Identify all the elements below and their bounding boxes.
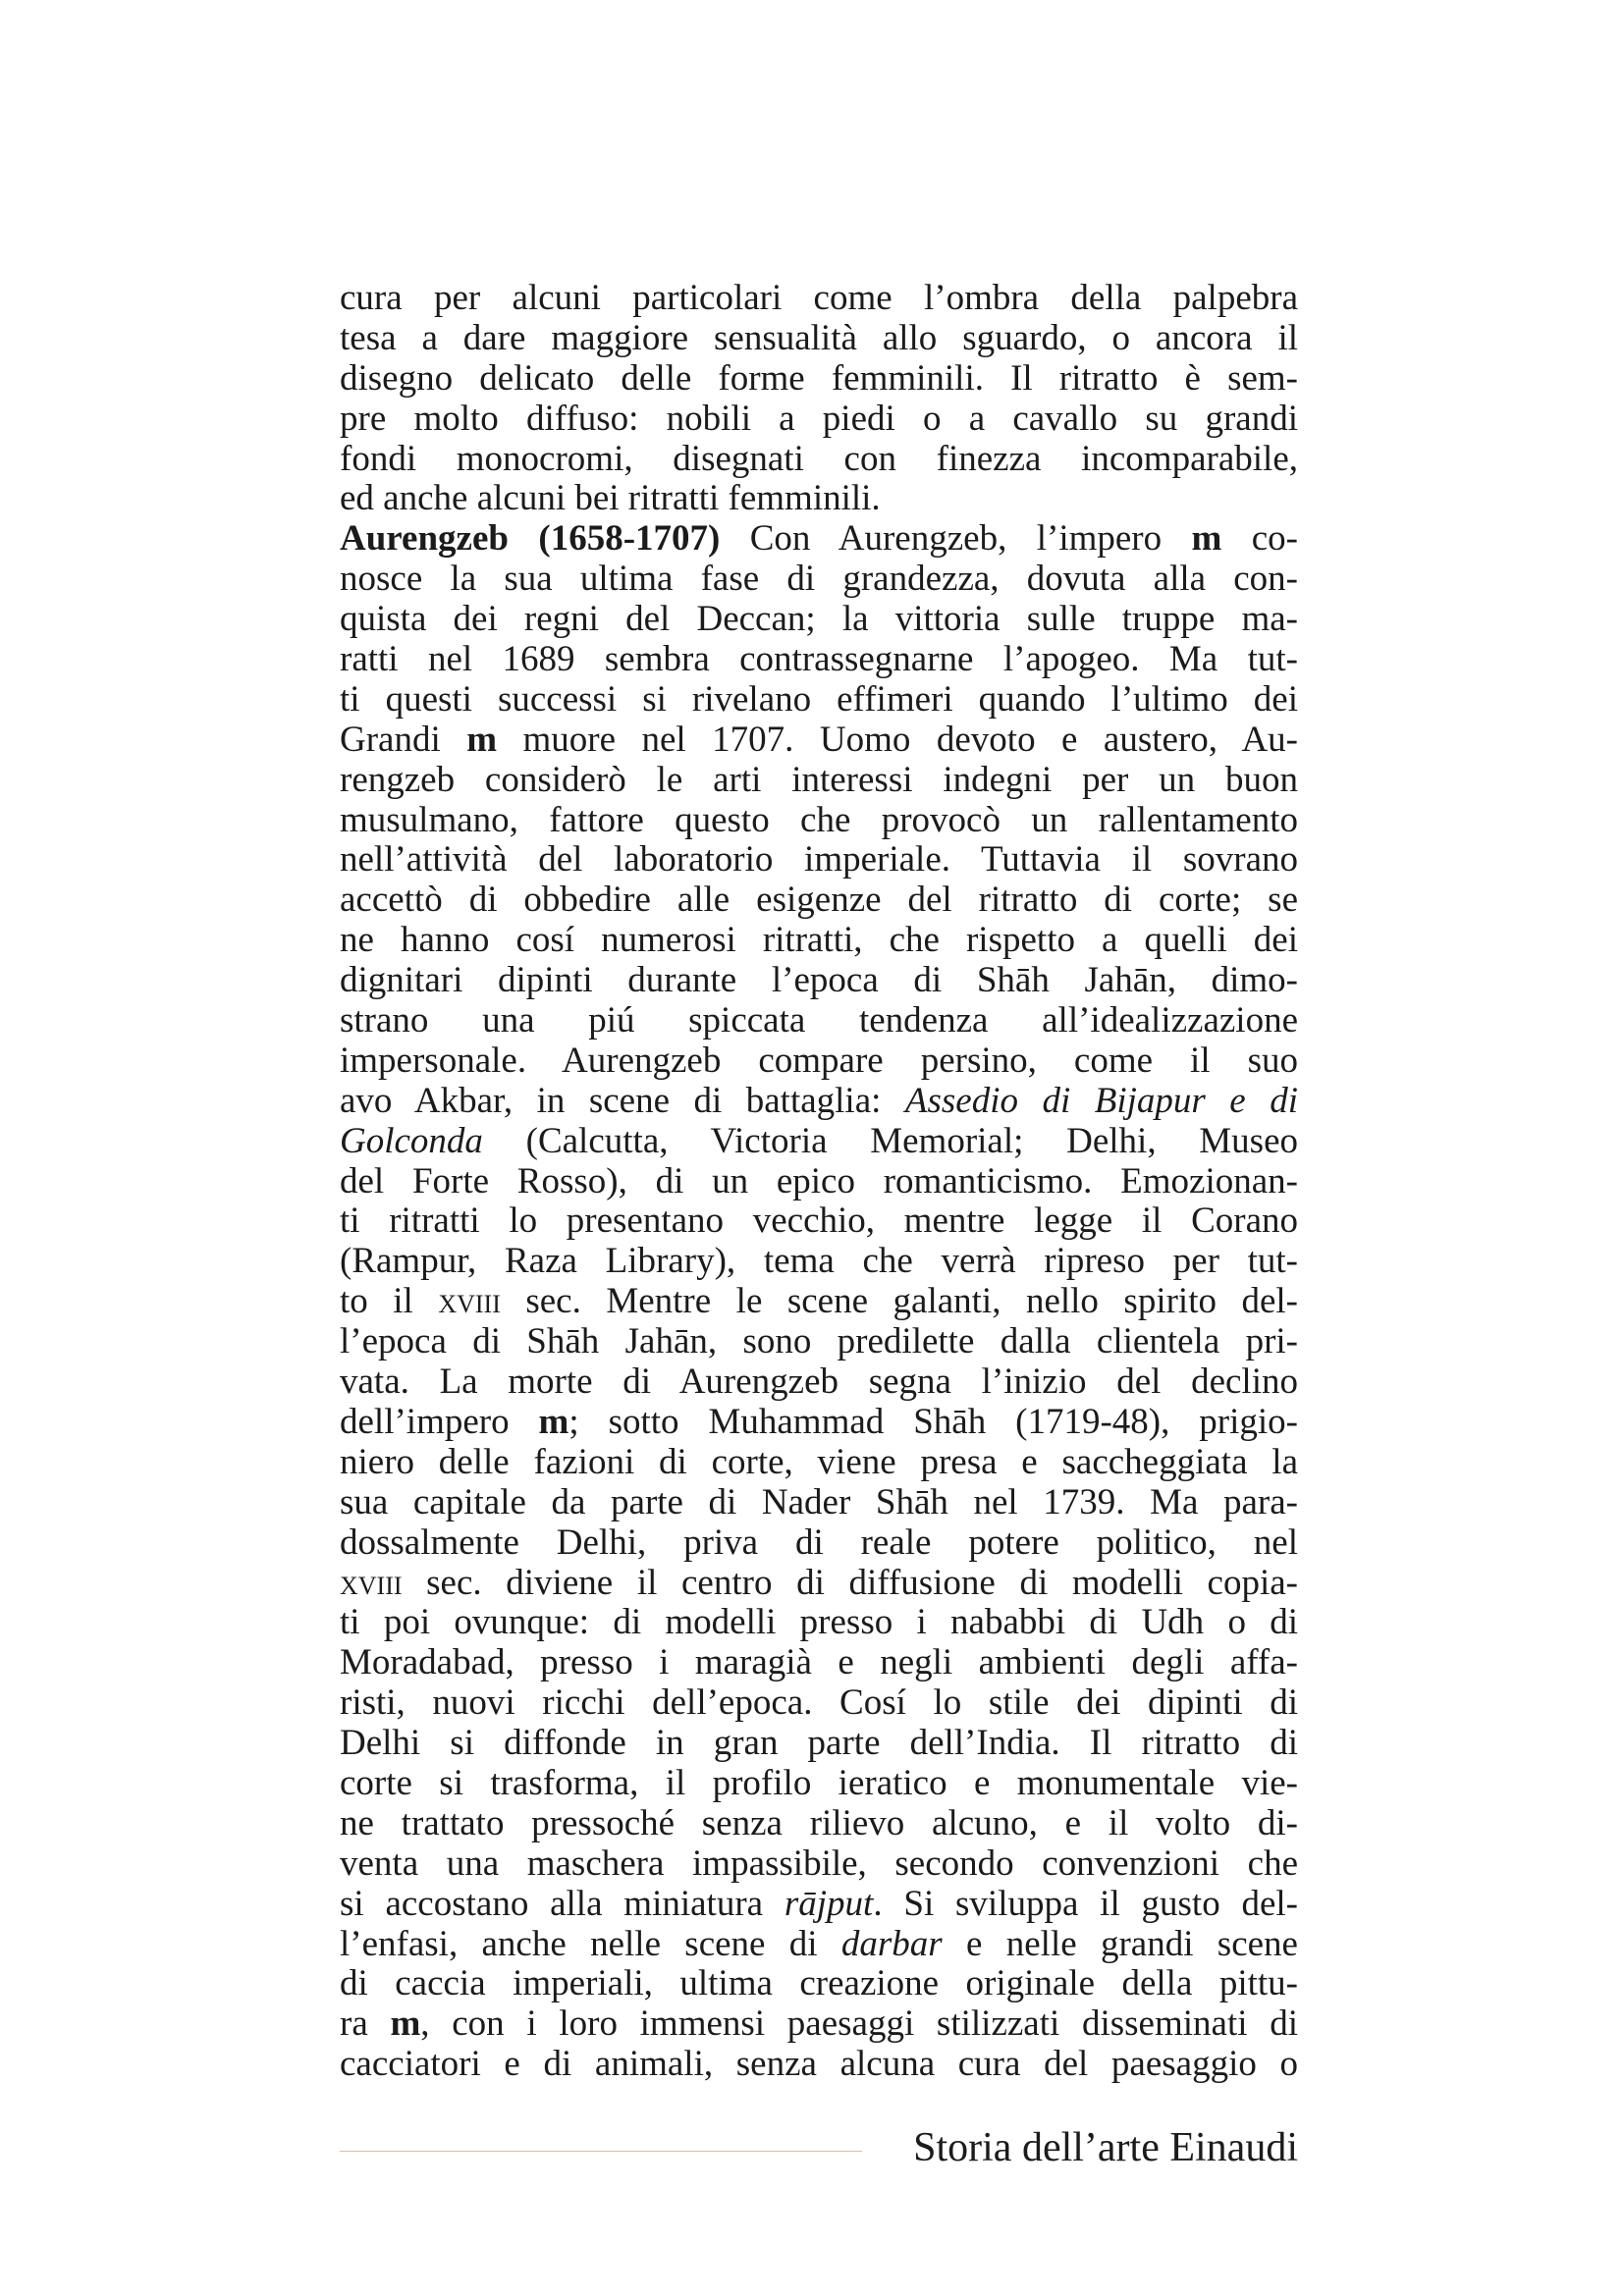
text-run: avo Akbar, in scene di battaglia: <box>340 1080 905 1121</box>
text-line: ratti nel 1689 sembra contrassegnarne l’apogeo. Ma tut- <box>340 639 1298 680</box>
text-run: dell’impero <box>340 1401 539 1442</box>
text-line: niero delle fazioni di corte, viene presa e saccheggiata la <box>340 1441 1298 1482</box>
artwork-title: Golconda <box>340 1120 483 1161</box>
text-line: fondi monocromi, disegnati con finezza incomparabile, <box>340 438 1298 479</box>
text-line: ti questi successi si rivelano effimeri quando l’ultimo dei <box>340 678 1298 720</box>
text-line: ed anche alcuni bei ritratti femminili. <box>340 478 881 519</box>
bold-abbreviation: m <box>538 1401 569 1442</box>
text-line: del Forte Rosso), di un epico romanticismo. Emozionan- <box>340 1160 1298 1201</box>
text-line: nosce la sua ultima fase di grandezza, dovuta alla con- <box>340 559 1298 600</box>
text-line: ne hanno cosí numerosi ritratti, che rispetto a quelli dei <box>340 920 1298 961</box>
text-line: vata. La morte di Aurengzeb segna l’inizio del declino <box>340 1362 1298 1403</box>
text-line: strano una piú spiccata tendenza all’idealizzazione <box>340 1000 1298 1041</box>
artwork-title: Assedio di Bijapur e di <box>904 1080 1298 1121</box>
text-line <box>340 1122 1298 1162</box>
italic-term: darbar <box>840 1923 943 1964</box>
text-line: cura per alcuni particolari come l’ombra della palpebra <box>340 278 1298 318</box>
text-run: . Si sviluppa il gusto del- <box>873 1883 1298 1924</box>
italic-term: rājput <box>784 1883 874 1924</box>
text-run: Con Aurengzeb, l’impero <box>720 518 1192 560</box>
text-run: ; sotto Muhammad Shāh (1719-48), prigio- <box>568 1401 1298 1442</box>
text-line: ti poi ovunque: di modelli presso i nababbi di Udh o di <box>340 1602 1298 1643</box>
roman-numeral: xviii <box>438 1281 501 1322</box>
text-line <box>340 1282 1298 1322</box>
footer-title: Storia dell’arte Einaudi <box>913 2125 1298 2170</box>
roman-numeral: xviii <box>340 1562 403 1603</box>
text-line <box>340 2004 1298 2045</box>
text-line: corte si trasforma, il profilo ieratico e monumentale vie- <box>340 1762 1298 1803</box>
bold-abbreviation: m <box>466 719 498 760</box>
text-run: Grandi <box>340 719 467 760</box>
text-run: to il <box>340 1281 439 1322</box>
text-line: venta una maschera impassibile, secondo convenzioni che <box>340 1842 1298 1884</box>
section-heading: Aurengzeb (1658-1707) <box>340 518 721 560</box>
text-line: ne trattato pressoché senza rilievo alcuno, e il volto di- <box>340 1802 1298 1843</box>
text-line <box>340 1564 1298 1604</box>
text-line: musulmano, fattore questo che provocò un rallentamento <box>340 799 1298 840</box>
bold-abbreviation: m <box>390 2003 421 2045</box>
text-run: sec. diviene il centro di diffusione di modelli copia- <box>402 1562 1298 1603</box>
text-line: Moradabad, presso i maragià e negli ambienti degli affa- <box>340 1642 1298 1683</box>
text-line: rengzeb considerò le arti interessi indegni per un buon <box>340 759 1298 800</box>
text-run: co- <box>1221 518 1298 560</box>
text-line <box>340 519 1298 560</box>
text-run: sec. Mentre le scene galanti, nello spirito del- <box>500 1281 1298 1322</box>
text-line: risti, nuovi ricchi dell’epoca. Cosí lo stile dei dipinti di <box>340 1682 1298 1724</box>
bold-abbreviation: m <box>1191 518 1222 560</box>
text-line: Delhi si diffonde in gran parte dell’India. Il ritratto di <box>340 1723 1298 1764</box>
text-line <box>340 1925 1298 1965</box>
text-line: quista dei regni del Deccan; la vittoria sulle truppe ma- <box>340 599 1298 640</box>
text-line <box>340 1082 1298 1122</box>
text-line: dignitari dipinti durante l’epoca di Shāh Jahān, dimo- <box>340 960 1298 1001</box>
text-run: , con i loro immensi paesaggi stilizzati disseminati di <box>420 2003 1298 2045</box>
text-line: tesa a dare maggiore sensualità allo sguardo, o ancora il <box>340 317 1298 358</box>
text-line: ti ritratti lo presentano vecchio, mentre legge il Corano <box>340 1201 1298 1242</box>
text-line: sua capitale da parte di Nader Shāh nel 1739. Ma para- <box>340 1481 1298 1522</box>
text-line <box>340 1885 1298 1925</box>
text-line: (Rampur, Raza Library), tema che verrà ripreso per tut- <box>340 1241 1298 1282</box>
text-line: dossalmente Delhi, priva di reale potere politico, nel <box>340 1522 1298 1563</box>
text-run: muore nel 1707. Uomo devoto e austero, Au- <box>497 719 1298 760</box>
text-run: l’enfasi, anche nelle scene di <box>340 1923 841 1964</box>
text-line: impersonale. Aurengzeb compare persino, come il suo <box>340 1040 1298 1081</box>
text-line: nell’attività del laboratorio imperiale. Tuttavia il sovrano <box>340 839 1298 881</box>
text-line: accettò di obbedire alle esigenze del ritratto di corte; se <box>340 880 1298 921</box>
text-run: e nelle grandi scene <box>942 1923 1298 1964</box>
text-line: pre molto diffuso: nobili a piedi o a cavallo su grandi <box>340 398 1298 439</box>
text-run: (Calcutta, Victoria Memorial; Delhi, Museo <box>482 1120 1298 1161</box>
text-line: disegno delicato delle forme femminili. Il ritratto è sem- <box>340 357 1298 399</box>
text-run: si accostano alla miniatura <box>340 1883 784 1924</box>
text-line: cacciatori e di animali, senza alcuna cura del paesaggio o <box>340 2044 1298 2085</box>
footer-rule <box>340 2151 862 2152</box>
text-line: l’epoca di Shāh Jahān, sono predilette dalla clientela pri- <box>340 1321 1298 1362</box>
text-line: di caccia imperiali, ultima creazione originale della pittu- <box>340 1963 1298 2004</box>
text-line <box>340 1403 1298 1443</box>
text-line <box>340 721 1298 761</box>
body-text <box>340 279 1298 2085</box>
text-run: ra <box>340 2003 391 2045</box>
